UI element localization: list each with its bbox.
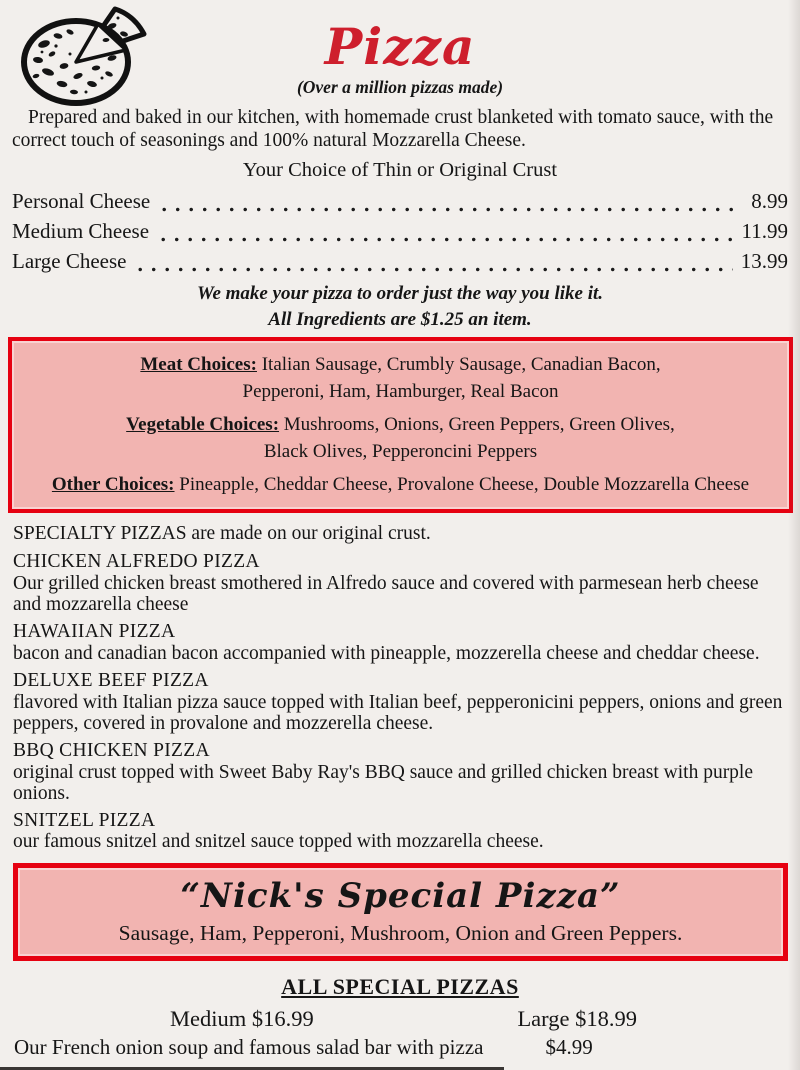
- item-price: 11.99: [741, 219, 788, 243]
- specialty-item-chicken-alfredo: [13, 551, 787, 615]
- specialty-desc: our famous snitzel and snitzel sauce topped with mozzarella cheese.: [13, 831, 544, 853]
- special-size-medium: Medium $16.99: [170, 1006, 314, 1032]
- choices-text: Mushrooms, Onions, Green Peppers, Green Olives,: [283, 414, 675, 436]
- dot-leader: [162, 206, 743, 213]
- choices-line: Pepperoni, Ham, Hamburger, Real Bacon: [242, 380, 559, 402]
- soup-salad-price: $4.99: [545, 1035, 593, 1060]
- price-row-medium: [12, 219, 788, 249]
- specialty-item-deluxe-beef: [13, 670, 787, 734]
- price-row-large: [12, 249, 788, 279]
- choices-text: Pineapple, Cheddar Cheese, Provalone Cheese, Double Mozzarella Cheese: [179, 474, 750, 496]
- pizza-logo-icon: [12, 4, 164, 108]
- meat-choices-group: [22, 352, 779, 405]
- specialty-desc: original crust topped with Sweet Baby Ray's BBQ sauce and grilled chicken breast with purple onions.: [13, 761, 754, 804]
- soup-salad-row: [0, 1035, 800, 1060]
- soup-salad-text: Our French onion soup and famous salad bar with pizza: [14, 1035, 484, 1060]
- menu-subtitle: (Over a million pizzas made): [296, 77, 504, 97]
- choices-line: [22, 472, 779, 499]
- choices-text: Italian Sausage, Crumbly Sausage, Canadian Bacon,: [261, 354, 661, 376]
- meat-choices-label: Meat Choices:: [140, 354, 257, 376]
- order-note-line1: We make your pizza to order just the way you like it.: [196, 283, 604, 304]
- dot-leader: [138, 266, 732, 273]
- cheese-price-list: [12, 189, 788, 279]
- menu-title: Pizza: [324, 17, 476, 76]
- special-size-large: Large $18.99: [517, 1006, 637, 1032]
- choices-line: [22, 412, 779, 439]
- specialty-desc: bacon and canadian bacon accompanied with pineapple, mozzerella cheese and cheddar cheese.: [13, 642, 760, 664]
- choices-line: Black Olives, Pepperoncini Peppers: [263, 440, 538, 462]
- choices-line: [22, 352, 779, 379]
- specialty-intro: SPECIALTY PIZZAS are made on our original crust.: [13, 523, 431, 544]
- specialty-desc: flavored with Italian pizza sauce topped with Italian beef, pepperonicini peppers, onions and green peppers, covered in provalone and mozzerella cheese.: [13, 691, 783, 734]
- all-special-heading: ALL SPECIAL PIZZAS: [281, 974, 519, 1000]
- dot-leader: [161, 236, 733, 243]
- other-choices-label: Other Choices:: [51, 474, 175, 496]
- specialty-item-bbq-chicken: [13, 740, 787, 804]
- order-notes: [0, 281, 800, 333]
- specialty-name: HAWAIIAN PIZZA: [13, 620, 176, 642]
- nicks-special-title: “Nick's Special Pizza”: [180, 875, 621, 916]
- vegetable-choices-label: Vegetable Choices:: [126, 414, 280, 436]
- specialty-item-snitzel: [13, 810, 787, 853]
- vegetable-choices-group: [22, 412, 779, 465]
- item-name: Medium Cheese: [12, 219, 150, 243]
- intro-text: Prepared and baked in our kitchen, with homemade crust blanketed with tomato sauce, with the correct touch of seasonings and 100% natural Mozzarella Cheese.: [12, 107, 774, 151]
- specialty-desc: Our grilled chicken breast smothered in Alfredo sauce and covered with parmesean herb cheese and mozzarella cheese: [13, 572, 759, 615]
- nicks-special-box: [13, 863, 788, 962]
- specialty-name: BBQ CHICKEN PIZZA: [13, 739, 210, 761]
- specialty-name: SNITZEL PIZZA: [13, 809, 156, 831]
- topping-choices-box: [8, 337, 793, 513]
- menu-header: [0, 0, 800, 182]
- special-sizes-row: [0, 1006, 800, 1032]
- other-choices-group: [22, 472, 779, 499]
- item-price: 13.99: [740, 249, 788, 273]
- order-note-line2: All Ingredients are $1.25 an item.: [268, 309, 532, 331]
- price-row-personal: [12, 189, 788, 219]
- specialty-name: DELUXE BEEF PIZZA: [13, 669, 209, 691]
- specialty-name: CHICKEN ALFREDO PIZZA: [13, 551, 260, 572]
- specialty-item-hawaiian: [13, 621, 787, 664]
- item-name: Large Cheese: [12, 249, 127, 273]
- item-name: Personal Cheese: [12, 189, 151, 213]
- crust-choice-note: Your Choice of Thin or Original Crust: [242, 159, 558, 181]
- specialty-section: [13, 523, 787, 853]
- nicks-special-toppings: Sausage, Ham, Pepperoni, Mushroom, Onion and Green Peppers.: [118, 921, 683, 946]
- item-price: 8.99: [751, 189, 788, 213]
